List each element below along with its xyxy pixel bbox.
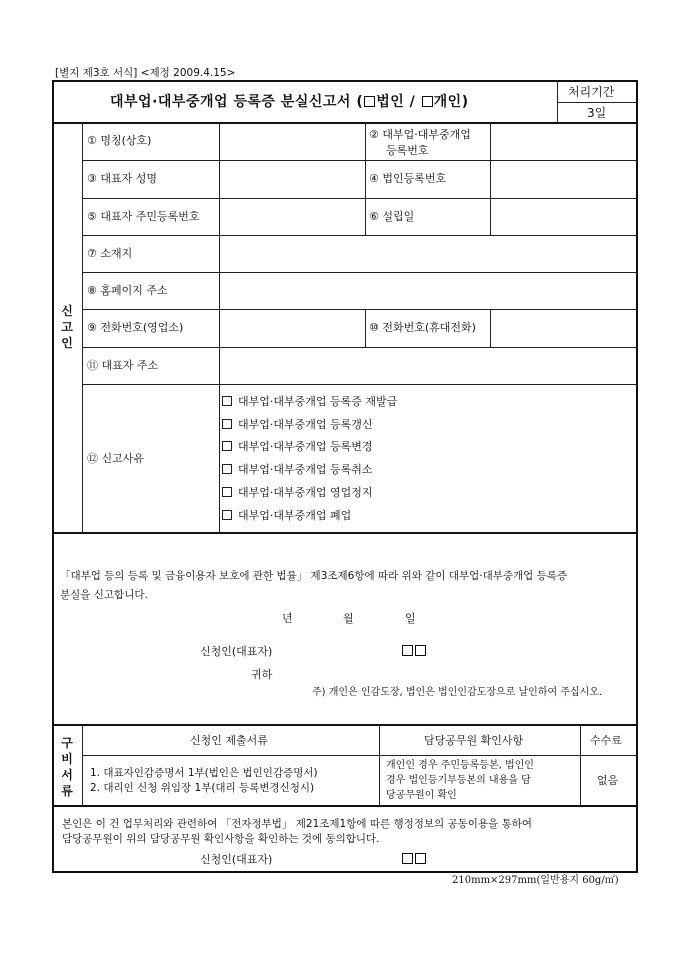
consent-line1: 본인은 이 건 업무처리와 관련하여 「전자정부법」 제21조제1항에 따른 행정정보의 공동이용을 통하여 <box>62 818 532 830</box>
declaration-line2: 분실을 신고합니다. <box>60 589 148 601</box>
consent-line2: 담당공무원이 위의 담당공무원 확인사항을 확인하는 것에 동의합니다. <box>62 833 380 845</box>
office-phone-field[interactable] <box>220 310 365 347</box>
month-label: 월 <box>343 612 354 625</box>
reason-reissue[interactable]: 대부업·대부중개업 등록증 재발급 <box>222 395 397 409</box>
day-label: 일 <box>405 612 416 625</box>
paper-size: 210mm×297mm(일반용지 60g/㎡) <box>452 875 619 886</box>
document-item-1: 1. 대표자인감증명서 1부(법인은 법인인감증명서) <box>90 767 318 779</box>
reason-closure[interactable]: 대부업·대부중개업 폐업 <box>222 509 351 523</box>
frame-bottom <box>52 871 638 873</box>
fee-value: 없음 <box>597 774 619 787</box>
consent-applicant-label: 신청인(대표자) <box>200 853 273 866</box>
corporate-registration-number-label: ④ 법인등록번호 <box>369 172 447 185</box>
homepage-label: ⑧ 홈페이지 주소 <box>87 284 168 297</box>
office-phone-label: ⑨ 전화번호(영업소) <box>87 321 184 334</box>
corporate-registration-number-field[interactable] <box>491 161 636 198</box>
individual-checkbox[interactable] <box>422 96 433 107</box>
consent-applicant-seal[interactable] <box>401 853 427 867</box>
registration-number-label-line1: ② 대부업·대부중개업 <box>369 128 471 141</box>
reason-closure-checkbox[interactable] <box>222 510 232 520</box>
applicant-seal[interactable] <box>401 645 427 659</box>
processing-period-label: 처리기간 <box>568 85 615 99</box>
official-check-header: 담당공무원 확인사항 <box>424 734 524 747</box>
seal-note: 주) 개인은 인감도장, 법인은 법인인감도장으로 날인하여 주십시오. <box>312 687 603 698</box>
reason-suspension-checkbox[interactable] <box>222 487 232 497</box>
year-label: 년 <box>282 612 293 625</box>
reason-cancellation-checkbox[interactable] <box>222 464 232 474</box>
establishment-date-label: ⑥ 설립일 <box>369 210 415 223</box>
reason-change[interactable]: 대부업·대부중개업 등록변경 <box>222 440 373 454</box>
representative-name-field[interactable] <box>220 161 365 198</box>
applicant-label: 신청인(대표자) <box>200 645 273 658</box>
recipient-label: 귀하 <box>251 668 273 681</box>
official-check-line3: 당공무원이 확인 <box>386 790 457 801</box>
official-check-line2: 경우 법인등기부등본의 내용을 담 <box>386 775 531 786</box>
resident-number-label: ⑤ 대표자 주민등록번호 <box>87 210 200 223</box>
corporation-checkbox[interactable] <box>364 96 375 107</box>
reason-renewal[interactable]: 대부업·대부중개업 등록갱신 <box>222 418 373 432</box>
document-item-2: 2. 대리인 신청 위임장 1부(대리 등록변경신청시) <box>90 782 315 794</box>
form-number: [별지 제3호 서식] <제정 2009.4.15> <box>55 67 236 79</box>
fee-header: 수수료 <box>590 734 622 747</box>
official-check-line1: 개인인 경우 주민등록등본, 법인인 <box>386 760 534 771</box>
applicant-section-label: 신고인 <box>61 304 73 350</box>
documents-section-label: 구비서류 <box>61 736 73 798</box>
report-reason-label: ⑫ 신고사유 <box>87 452 145 465</box>
declaration-line1: 「대부업 등의 등록 및 금융이용자 보호에 관한 법률」 제3조제6항에 따라 위와 같이 대부업·대부중개업 등록증 <box>60 570 568 582</box>
representative-address-field[interactable] <box>220 348 636 384</box>
form-title: 대부업·대부중개업 등록증 분실신고서 ( 법인 / 개인) <box>110 94 469 110</box>
resident-number-field[interactable] <box>220 199 365 235</box>
reason-reissue-checkbox[interactable] <box>222 396 232 406</box>
frame-top <box>52 80 638 82</box>
company-name-label: ① 명칭(상호) <box>87 134 152 147</box>
representative-address-label: ⑪ 대표자 주소 <box>87 359 159 372</box>
company-name-field[interactable] <box>220 123 365 160</box>
mobile-phone-field[interactable] <box>491 310 636 347</box>
registration-number-label-line2: 등록번호 <box>386 144 429 157</box>
reason-cancellation[interactable]: 대부업·대부중개업 등록취소 <box>222 463 373 477</box>
submitted-documents-header: 신청인 제출서류 <box>190 734 268 747</box>
homepage-field[interactable] <box>220 273 636 309</box>
establishment-date-field[interactable] <box>491 199 636 235</box>
reason-suspension[interactable]: 대부업·대부중개업 영업정지 <box>222 486 373 500</box>
location-field[interactable] <box>220 236 636 272</box>
location-label: ⑦ 소재지 <box>87 247 133 260</box>
mobile-phone-label: ⑩ 전화번호(휴대전화) <box>369 321 476 334</box>
frame-left <box>52 80 54 873</box>
representative-name-label: ③ 대표자 성명 <box>87 172 157 185</box>
registration-number-field[interactable] <box>491 123 636 160</box>
processing-period-value: 3일 <box>587 106 607 120</box>
reason-renewal-checkbox[interactable] <box>222 419 232 429</box>
reason-change-checkbox[interactable] <box>222 441 232 451</box>
